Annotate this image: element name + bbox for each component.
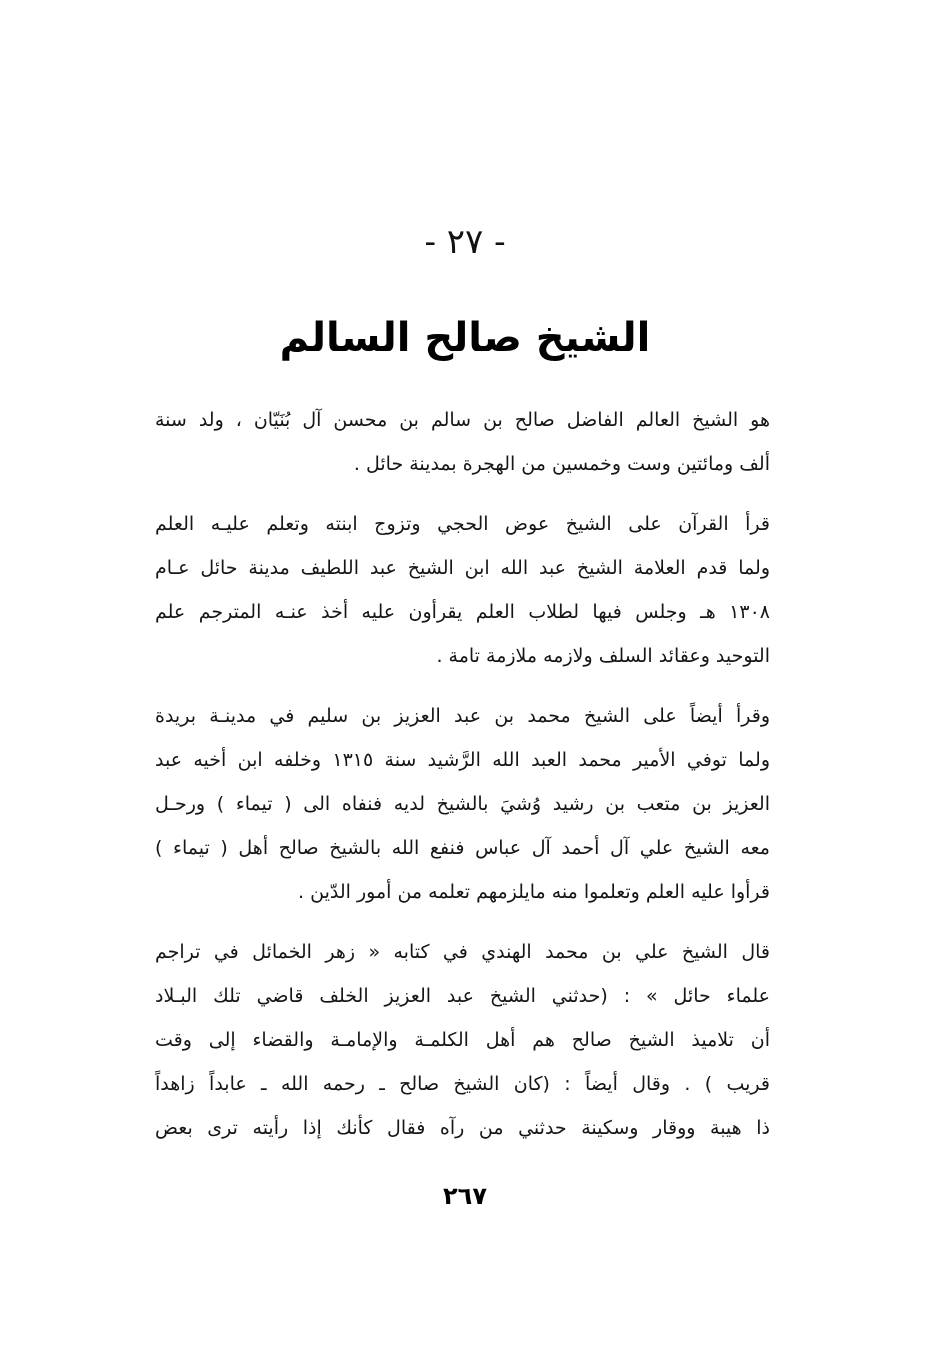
text-line: أن تلاميذ الشيخ صالح هم أهل الكلمـة والإمامـة والقضاء إلى وقت	[155, 1029, 770, 1051]
page-number: ٢٦٧	[443, 1182, 487, 1210]
text-line: التوحيد وعقائد السلف ولازمه ملازمة تامة .	[436, 645, 770, 667]
text-line: ذا هيبة ووقار وسكينة حدثني من رآه فقال كأنك إذا رأيته ترى بعض	[155, 1117, 770, 1139]
page-title: الشيخ صالح السالم	[279, 315, 651, 361]
text-line: قال الشيخ علي بن محمد الهندي في كتابه « زهر الخمائل في تراجم	[155, 941, 770, 963]
text-line: قرأوا عليه العلم وتعلموا منه مايلزمهم تعلمه من أمور الدّين .	[298, 881, 770, 903]
text-line: هو الشيخ العالم الفاضل صالح بن سالم بن محسن آل بُنَيّان ، ولد سنة	[155, 409, 770, 431]
text-line: معه الشيخ علي آل أحمد آل عباس فنفع الله بالشيخ صالح أهل ( تيماء )	[155, 837, 770, 859]
paragraph-1	[155, 398, 770, 486]
text-line: ألف ومائتين وست وخمسين من الهجرة بمدينة حائل .	[353, 453, 770, 475]
paragraph-4	[155, 930, 770, 1150]
text-line: العزيز بن متعب بن رشيد وُشيَ بالشيخ لديه فنفاه الى ( تيماء ) ورحـل	[155, 793, 770, 815]
text-line: ولما قدم العلامة الشيخ عبد الله ابن الشيخ عبد اللطيف مدينة حائل عـام	[155, 557, 770, 579]
text-line: وقرأ أيضاً على الشيخ محمد بن عبد العزيز بن سليم في مدينـة بريدة	[155, 705, 770, 727]
paragraph-3	[155, 694, 770, 914]
text-line: ١٣٠٨ هـ وجلس فيها لطلاب العلم يقرأون عليه أخذ عنـه المترجم علم	[155, 601, 770, 623]
text-line: علماء حائل » : (حدثني الشيخ عبد العزيز الخلف قاضي تلك البـلاد	[155, 985, 770, 1007]
entry-number: - ٢٧ -	[424, 222, 506, 262]
text-line: ولما توفي الأمير محمد العبد الله الرَّشيد سنة ١٣١٥ وخلفه ابن أخيه عبد	[155, 749, 770, 771]
paragraph-2	[155, 502, 770, 678]
text-line: قرأ القرآن على الشيخ عوض الحجي وتزوج ابنته وتعلم عليـه العلم	[155, 513, 770, 535]
text-line: قريب ) . وقال أيضاً : (كان الشيخ صالح ـ رحمه الله ـ عابداً زاهداً	[155, 1073, 770, 1095]
